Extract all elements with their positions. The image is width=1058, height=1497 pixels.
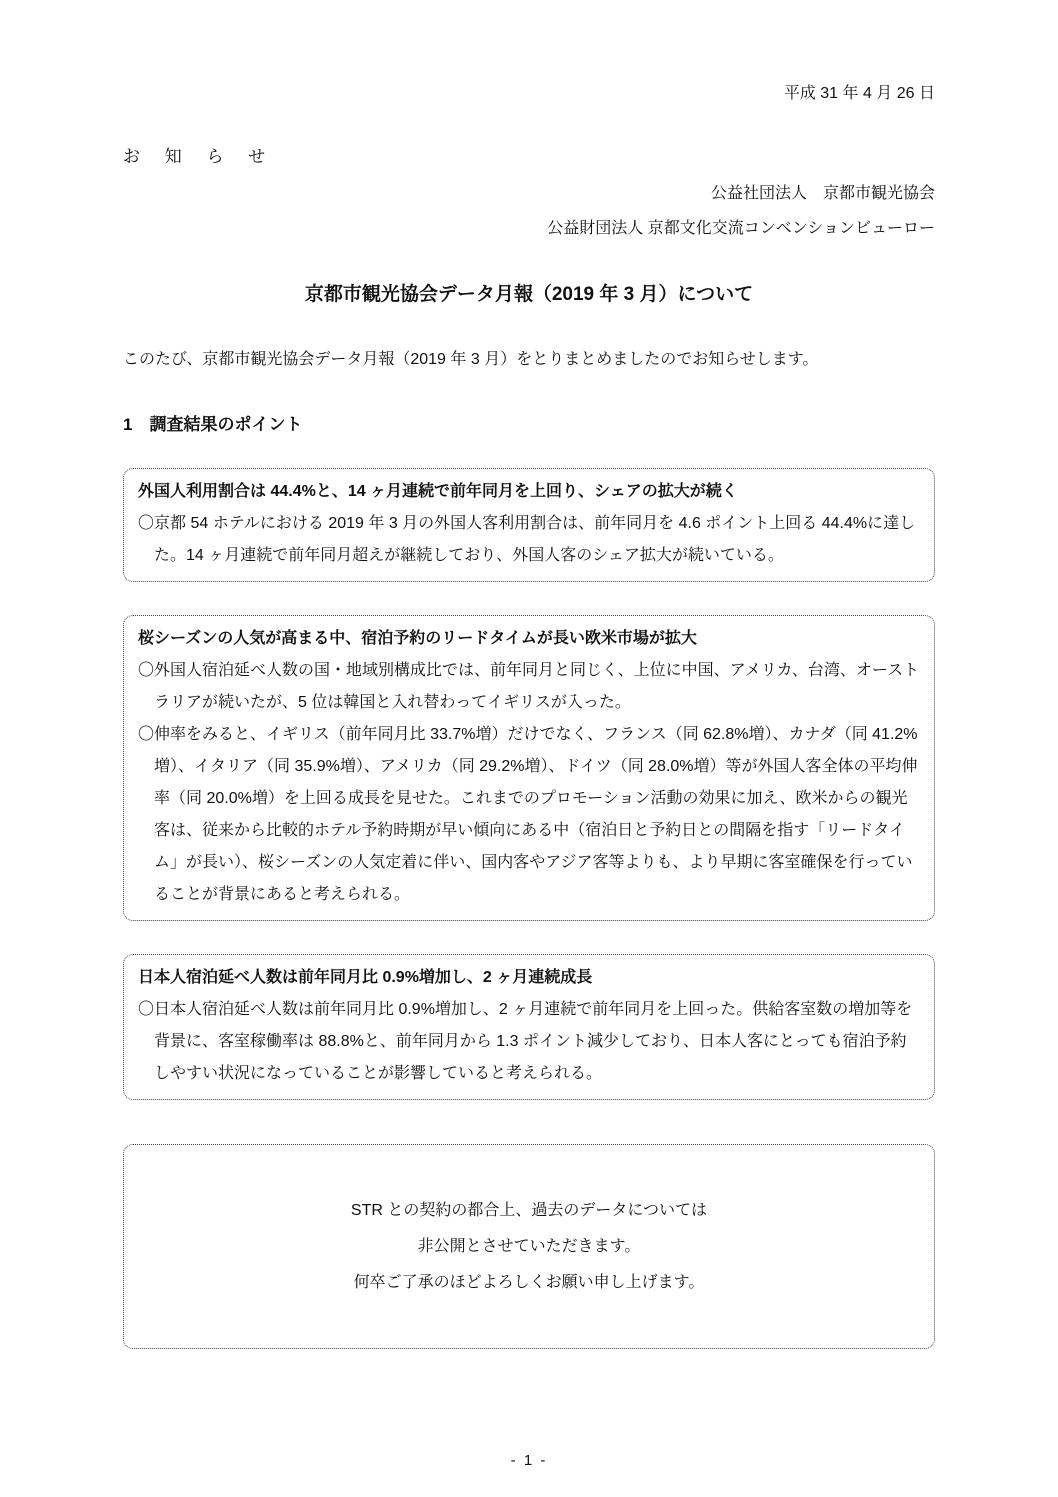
note-line: STR との契約の都合上、過去のデータについては bbox=[350, 1201, 708, 1219]
organization-name-2: 公益財団法人 京都文化交流コンベンションビューロー bbox=[547, 220, 935, 237]
highlight-box-paragraph: 〇伸率をみると、イギリス（前年同月比 33.7%増）だけでなく、フランス（同 62.8%増）、カナダ（同 41.2%増）、イタリア（同 35.9%増）、アメリカ（同 29.2%増）、ドイツ（同 28.0%増）等が外国人客全体の平均伸率（同 20.0%増）を上回る成長を見せた。これまでのプロモーション活動の効果に加え、欧米からの観光客は、従来から比較的ホテル予約時期が早い傾向にある中（宿泊日と予約日との間隔を指す「リードタイム」が長い）、桜シーズンの人気定着に伴い、国内客やアジア客等よりも、より早期に客室確保を行っていることが背景にあると考えられる。 bbox=[138, 726, 918, 903]
document-title: 京都市観光協会データ月報（2019 年 3 月）について bbox=[304, 284, 754, 305]
organization-name-1: 公益社団法人 京都市観光協会 bbox=[710, 185, 935, 202]
section-1-heading: 1 調査結果のポイント bbox=[123, 415, 303, 434]
notice-label: お 知 ら せ bbox=[123, 147, 276, 166]
highlight-box-paragraph: 〇京都 54 ホテルにおける 2019 年 3 月の外国人客利用割合は、前年同月を 4.6 ポイント上回る 44.4%に達した。14 ヶ月連続で前年同月超えが継続しており、外国人客のシェア拡大が続いている。 bbox=[138, 515, 916, 564]
page-number: - 1 - bbox=[510, 1452, 548, 1469]
highlight-box-paragraph: 〇外国人宿泊延べ人数の国・地域別構成比では、前年同月と同じく、上位に中国、アメリカ、台湾、オーストラリアが続いたが、5 位は韓国と入れ替わってイギリスが入った。 bbox=[138, 662, 920, 711]
highlight-box-heading: 日本人宿泊延べ人数は前年同月比 0.9%増加し、2 ヶ月連続成長 bbox=[138, 969, 593, 986]
document-date: 平成 31 年 4 月 26 日 bbox=[783, 85, 935, 102]
note-line: 何卒ご了承のほどよろしくお願い申し上げます。 bbox=[353, 1273, 705, 1291]
highlight-box-japanese-guests bbox=[123, 954, 935, 1100]
highlight-box-paragraph: 〇日本人宿泊延べ人数は前年同月比 0.9%増加し、2 ヶ月連続で前年同月を上回った。供給客室数の増加等を背景に、客室稼働率は 88.8%と、前年同月から 1.3 ポイント減少しており、日本人客にとっても宿泊予約しやすい状況になっていることが影響していると考えられる。 bbox=[138, 1001, 913, 1082]
str-disclosure-note-box bbox=[123, 1144, 935, 1349]
highlight-box-heading: 外国人利用割合は 44.4%と、14 ヶ月連続で前年同月を上回り、シェアの拡大が続く bbox=[138, 483, 738, 500]
highlight-box-foreign-share bbox=[123, 468, 935, 582]
highlight-box-heading: 桜シーズンの人気が高まる中、宿泊予約のリードタイムが長い欧米市場が拡大 bbox=[138, 630, 697, 647]
note-line: 非公開とさせていただきます。 bbox=[417, 1237, 641, 1255]
highlight-box-sakura-lead-time bbox=[123, 615, 935, 921]
intro-paragraph: このたび、京都市観光協会データ月報（2019 年 3 月）をとりまとめましたのでお知らせします。 bbox=[123, 351, 819, 368]
